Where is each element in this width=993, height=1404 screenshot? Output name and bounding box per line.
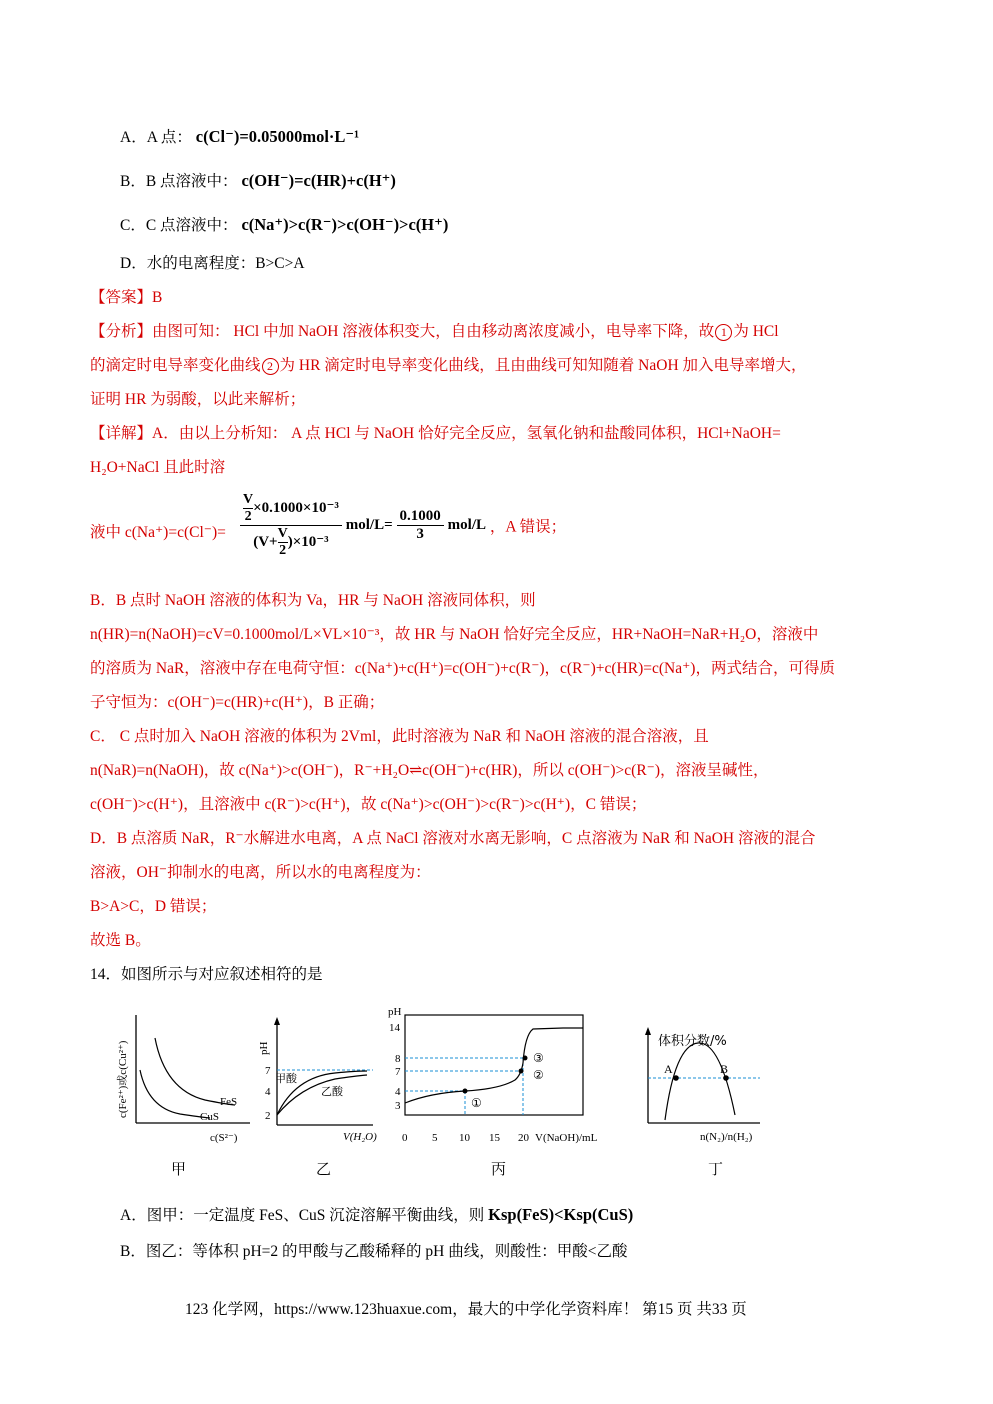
- detail-b-line-4: 子守恒为：c(OH⁻)=c(HR)+c(H⁺)，B 正确；: [90, 694, 385, 711]
- caption-yi: 乙: [316, 1162, 332, 1178]
- bing-mark-2: ②: [533, 1068, 544, 1082]
- jia-cus-label: CuS: [200, 1111, 219, 1123]
- figure-bing: [385, 1005, 625, 1155]
- q14-option-a: [120, 1204, 633, 1227]
- figure-ding: [640, 1025, 780, 1150]
- concentration-formula: [240, 492, 566, 559]
- analysis-line-2: [90, 355, 807, 377]
- detail-c-line-2: n(NaR)=n(NaOH)，故 c(Na⁺)>c(OH⁻)，R⁻+H₂O⇌c(OH⁻)+c(HR)，所以 c(OH⁻)>c(R⁻)，溶液呈碱性，: [90, 762, 769, 779]
- circled-two: 2: [262, 358, 279, 375]
- option-c-formula: c(Na⁺)>c(R⁻)>c(OH⁻)>c(H⁺): [241, 215, 449, 234]
- analysis-text-2b: 为 HR 滴定时电导率变化曲线，且由曲线可知知随着 NaOH 加入电导率增大，: [279, 357, 807, 374]
- bing-ytick-3: 3: [395, 1100, 401, 1112]
- option-b-prefix: B．B 点溶液中：: [120, 173, 238, 190]
- half-v-denominator: [278, 526, 288, 559]
- fraction-result-denominator: 3: [416, 526, 424, 542]
- detail-line-1: 【详解】A．由以上分析知： A 点 HCl 与 NaOH 恰好完全反应，氢氧化钠和盐酸同体积，HCl+NaOH=: [90, 425, 781, 442]
- page-footer: 123 化学网，https://www.123huaxue.com，最大的中学化学资料库！ 第15 页 共33 页: [185, 1301, 747, 1318]
- detail-b-line-3: 的溶质为 NaR，溶液中存在电荷守恒：c(Na⁺)+c(H⁺)=c(OH⁻)+c(R⁻)，c(R⁻)+c(HR)=c(Na⁺)，两式结合，可得质: [90, 660, 835, 677]
- analysis-line-1: [90, 321, 779, 343]
- bing-mark-1: ①: [471, 1096, 482, 1110]
- bing-xtick-20: 20: [518, 1132, 529, 1144]
- ding-point-b: B: [720, 1062, 729, 1076]
- half-v-top: V: [243, 492, 254, 507]
- fraction-result-numerator: 0.1000: [397, 508, 444, 526]
- jia-xlabel: c(S²⁻): [210, 1132, 238, 1144]
- detail-d-line-2: 溶液，OH⁻抑制水的电离，所以水的电离程度为：: [90, 864, 431, 881]
- ding-xlabel: n(N₂)/n(H₂): [700, 1131, 753, 1143]
- detail-d-line-1: D．B 点溶质 NaR，R⁻水解进水电离，A 点 NaCl 溶液对水离无影响，C 点溶液为 NaR 和 NaOH 溶液的混合: [90, 830, 816, 847]
- analysis-text-1a: 【分析】由图可知： HCl 中加 NaOH 溶液体积变大，自由移动离浓度减小，电导率下降，故: [90, 323, 715, 340]
- jia-ylabel: c(Fe²⁺)或c(Cu²⁺): [117, 1040, 129, 1118]
- half-v-numerator: [243, 492, 253, 525]
- detail-d-line-3: B>A>C，D 错误；: [90, 898, 217, 915]
- yi-ylabel: pH: [258, 1041, 270, 1055]
- q14-option-a-formula: Ksp(FeS)<Ksp(CuS): [488, 1205, 634, 1224]
- fraction-main: [240, 492, 342, 559]
- titration-curve: [405, 1028, 583, 1103]
- answer-label: 【答案】B: [90, 289, 163, 306]
- circled-one: 1: [715, 324, 732, 341]
- bing-mark-3: ③: [533, 1051, 544, 1065]
- option-a-formula: c(Cl⁻)=0.05000mol·L⁻¹: [195, 127, 360, 146]
- detail-b-line-2: n(HR)=n(NaOH)=cV=0.1000mol/L×VL×10⁻³，故 HR 与 NaOH 恰好完全反应，HR+NaOH=NaR+H₂O，溶液中: [90, 626, 819, 643]
- option-a: [120, 126, 359, 149]
- bing-xtick-5: 5: [432, 1132, 438, 1144]
- analysis-text-2a: 的滴定时电导率变化曲线: [90, 357, 261, 374]
- yi-ytick-2: 2: [265, 1110, 271, 1122]
- unit-mol-per-l: mol/L=: [345, 517, 393, 533]
- denominator-end: )×10⁻³: [287, 533, 329, 550]
- detail-a-verdict: ，A 错误；: [489, 518, 567, 536]
- yi-formic-label: 甲酸: [275, 1072, 297, 1085]
- bing-ytick-4: 4: [395, 1086, 401, 1098]
- detail-c-line-1: C． C 点时加入 NaOH 溶液的体积为 2Vml，此时溶液为 NaR 和 NaOH 溶液的混合溶液，且: [90, 728, 709, 745]
- yi-ytick-4: 4: [265, 1086, 271, 1098]
- detail-line-3-prefix: 液中 c(Na⁺)=c(Cl⁻)=: [90, 524, 226, 541]
- option-c-prefix: C．C 点溶液中：: [120, 217, 238, 234]
- option-a-prefix: A．A 点：: [120, 129, 192, 146]
- bing-ylabel: pH: [388, 1006, 402, 1018]
- bing-ytick-14: 14: [389, 1022, 400, 1034]
- ding-point-a: A: [664, 1062, 673, 1076]
- denominator-start: (V+: [253, 533, 278, 550]
- option-c: [120, 214, 448, 237]
- bing-xtick-10: 10: [459, 1132, 470, 1144]
- yi-xlabel: V(H₂O): [343, 1131, 377, 1143]
- fraction-main-numerator: [240, 492, 342, 526]
- half-v-den-bottom: 2: [279, 543, 287, 558]
- detail-line-2: H₂O+NaCl 且此时溶: [90, 459, 226, 476]
- fraction-result: [397, 508, 444, 543]
- analysis-text-1b: 为 HCl: [733, 323, 779, 340]
- q14-option-a-text: A．图甲：一定温度 FeS、CuS 沉淀溶解平衡曲线，则: [120, 1207, 485, 1224]
- bing-ytick-8: 8: [395, 1053, 401, 1065]
- option-b: [120, 170, 396, 193]
- analysis-line-3: 证明 HR 为弱酸，以此来解析；: [90, 391, 306, 408]
- ding-ylabel: 体积分数/%: [658, 1034, 727, 1049]
- half-v-den-top: V: [277, 526, 288, 541]
- fes-curve: [155, 1038, 235, 1105]
- question-14-stem: 14．如图所示与对应叙述相符的是: [90, 966, 323, 983]
- half-v-bottom: 2: [244, 509, 252, 524]
- bing-ytick-7: 7: [395, 1066, 401, 1078]
- figure-jia: [110, 1010, 260, 1150]
- detail-b-line-1: B．B 点时 NaOH 溶液的体积为 Va，HR 与 NaOH 溶液同体积，则: [90, 592, 536, 609]
- bing-xlabel: V(NaOH)/mL: [535, 1132, 598, 1144]
- volume-fraction-curve: [665, 1043, 735, 1120]
- fraction-main-denominator: [240, 526, 342, 559]
- figure-yi: [255, 1015, 395, 1150]
- jia-fes-label: FeS: [220, 1096, 238, 1108]
- option-d: D．水的电离程度：B>C>A: [120, 255, 305, 272]
- numerator-rest: ×0.1000×10⁻³: [253, 499, 339, 516]
- detail-c-line-3: c(OH⁻)>c(H⁺)，且溶液中 c(R⁻)>c(H⁺)，故 c(Na⁺)>c(OH⁻)>c(R⁻)>c(H⁺)，C 错误；: [90, 796, 647, 813]
- bing-xtick-0: 0: [402, 1132, 408, 1144]
- bing-xtick-15: 15: [489, 1132, 500, 1144]
- caption-jia: 甲: [171, 1162, 187, 1178]
- caption-bing: 丙: [491, 1162, 507, 1178]
- caption-ding: 丁: [708, 1162, 724, 1178]
- unit-mol-per-l-2: mol/L: [447, 517, 486, 533]
- yi-ytick-7: 7: [265, 1065, 271, 1077]
- conclusion: 故选 B。: [90, 932, 151, 949]
- yi-acetic-label: 乙酸: [321, 1085, 343, 1098]
- q14-option-b: B．图乙：等体积 pH=2 的甲酸与乙酸稀释的 pH 曲线，则酸性：甲酸<乙酸: [120, 1243, 628, 1260]
- option-b-formula: c(OH⁻)=c(HR)+c(H⁺): [241, 171, 396, 190]
